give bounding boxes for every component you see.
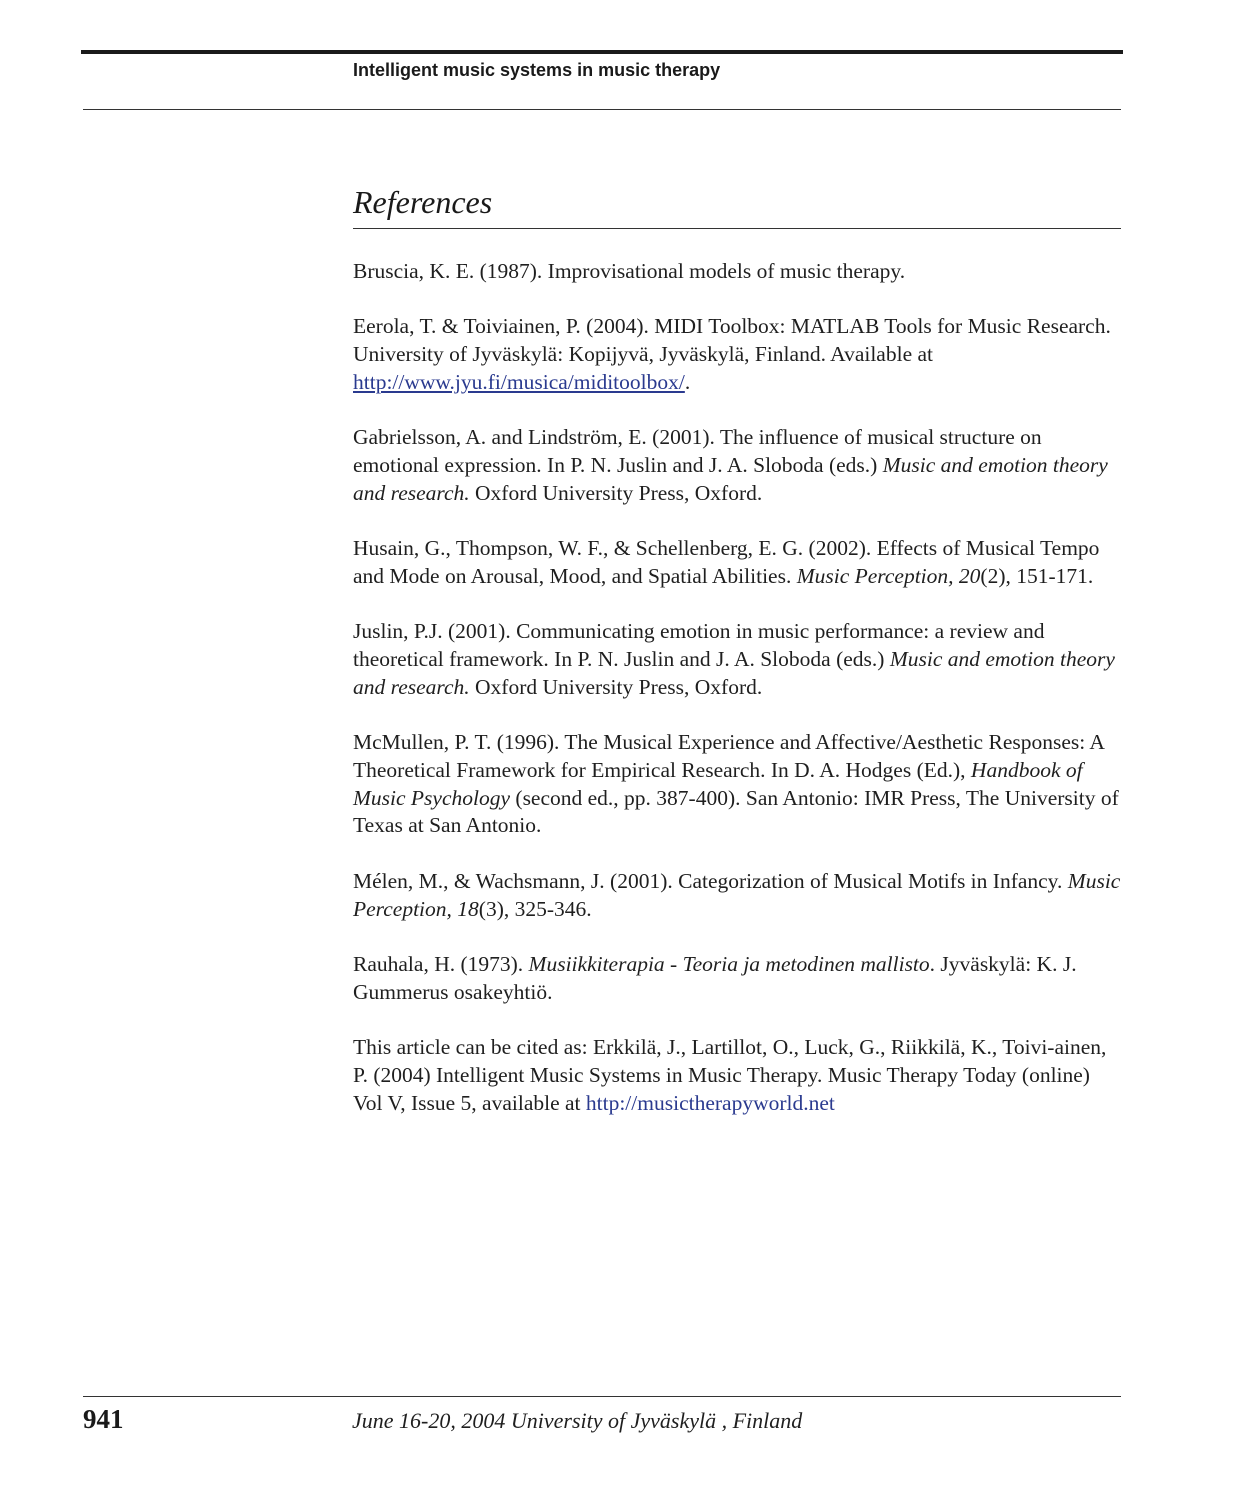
reference-text: Gabrielsson, A. and Lindström, E. (2001). The influence of musical structure on emotional expression. In P. N. Juslin and J. A. Sloboda (eds.): [353, 425, 1042, 477]
reference-item: [353, 258, 1123, 286]
reference-text: (second ed., pp. 387-400). San Antonio: IMR Press, The University of Texas at San Antonio.: [353, 785, 1119, 838]
reference-italic: Musiikkiterapia - Teoria ja metodinen mallisto: [528, 951, 930, 976]
reference-item: [353, 535, 1123, 591]
reference-link[interactable]: http://www.jyu.fi/musica/miditoolbox/: [353, 369, 685, 394]
reference-item: [353, 729, 1123, 840]
section-title-rule: [353, 228, 1121, 229]
reference-list: [353, 258, 1123, 1145]
citation-note: [353, 1034, 1123, 1117]
footer-conference-text: June 16-20, 2004 University of Jyväskylä , Finland: [352, 1408, 803, 1433]
reference-item: [353, 868, 1123, 924]
reference-text: McMullen, P. T. (1996). The Musical Experience and Affective/Aesthetic Responses: A Theoretical Framework for Empirical Research. In D. A. Hodges (Ed.),: [353, 730, 1104, 782]
page-number: 941: [83, 1404, 124, 1434]
section-title: References: [353, 184, 493, 220]
reference-item: [353, 313, 1123, 396]
citation-link[interactable]: http://musictherapyworld.net: [585, 1090, 835, 1115]
reference-italic: Music Perception, 20: [796, 563, 981, 588]
reference-text: (2), 151-171.: [980, 563, 1094, 588]
reference-italic: Music and emotion theory and research.: [353, 452, 1108, 505]
running-title: Intelligent music systems in music therapy: [353, 60, 721, 80]
reference-text: Oxford University Press, Oxford.: [469, 480, 763, 505]
reference-text: Juslin, P.J. (2001). Communicating emotion in music performance: a review and theoretical framework. In P. N. Juslin and J. A. Sloboda (eds.): [353, 619, 1045, 671]
reference-text: .: [684, 369, 691, 394]
reference-text: Mélen, M., & Wachsmann, J. (2001). Categorization of Musical Motifs in Infancy.: [353, 868, 1068, 893]
reference-italic: Music and emotion theory and research.: [353, 646, 1115, 699]
reference-text: Rauhala, H. (1973).: [353, 951, 529, 976]
header-rule: [83, 109, 1121, 110]
reference-text: (3), 325-346.: [478, 896, 592, 921]
reference-text: Eerola, T. & Toiviainen, P. (2004). MIDI Toolbox: MATLAB Tools for Music Research. University of Jyväskylä: Kopijyvä, Jyväskylä, Finland. Available at: [353, 314, 1111, 367]
reference-item: [353, 951, 1123, 1007]
reference-item: [353, 618, 1123, 701]
footer-rule: [83, 1396, 1121, 1397]
reference-text: Oxford University Press, Oxford.: [469, 674, 763, 699]
reference-text: . Jyväskylä: K. J. Gummerus osakeyhtiö.: [353, 951, 1077, 1004]
reference-italic: Music Perception, 18: [353, 868, 1121, 921]
reference-text: Husain, G., Thompson, W. F., & Schellenberg, E. G. (2002). Effects of Musical Tempo and Mode on Arousal, Mood, and Spatial Abilities.: [353, 536, 1100, 588]
header-top-rule: [81, 50, 1123, 54]
reference-text: Bruscia, K. E. (1987). Improvisational models of music therapy.: [353, 259, 906, 283]
reference-italic: Handbook of Music Psychology: [353, 757, 1083, 810]
citation-text: This article can be cited as: Erkkilä, J., Lartillot, O., Luck, G., Riikkilä, K., Toivi-ainen, P. (2004) Intelligent Music Systems in Music Therapy. Music Therapy Today (online) Vol V, Issue 5, available at: [353, 1034, 1107, 1115]
reference-item: [353, 424, 1123, 507]
